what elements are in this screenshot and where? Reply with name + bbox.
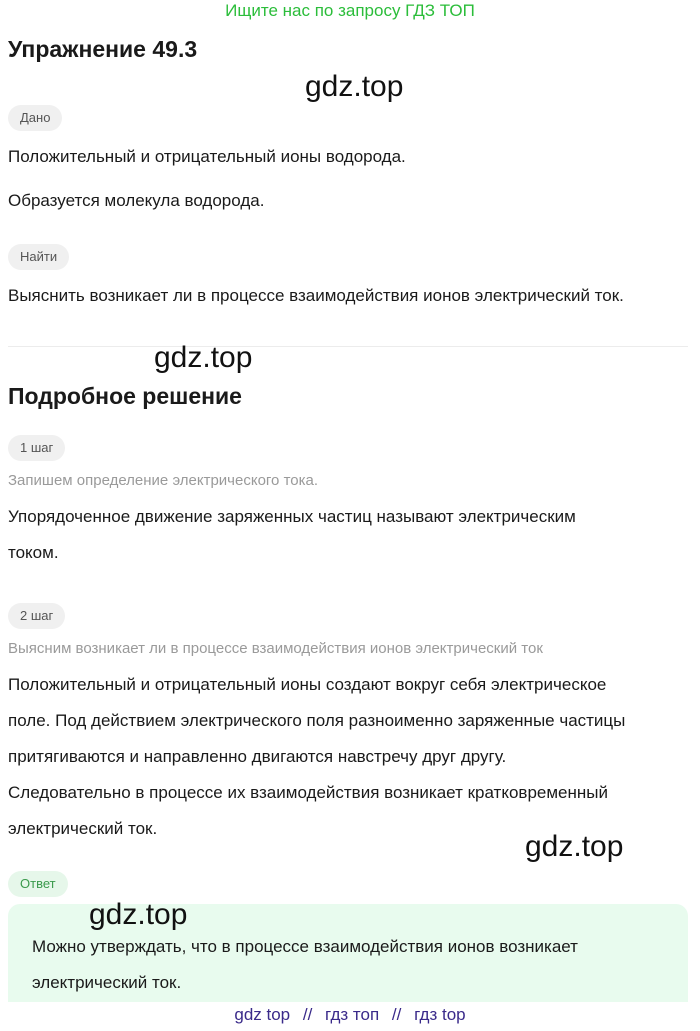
step-text: Положительный и отрицательный ионы создают вокруг себя электрическое bbox=[8, 675, 607, 694]
step-hint: Запишем определение электрического тока. bbox=[8, 472, 319, 489]
footer-link[interactable]: гдз top bbox=[414, 1005, 466, 1024]
find-line: Выяснить возникает ли в процессе взаимодействия ионов электрический ток. bbox=[8, 286, 624, 305]
answer-text: электрический ток. bbox=[32, 973, 182, 992]
step-text: Упорядоченное движение заряженных частиц называют электрическим bbox=[8, 507, 576, 526]
answer-text: Можно утверждать, что в процессе взаимодействия ионов возникает bbox=[32, 937, 578, 956]
given-badge: Дано bbox=[8, 105, 62, 131]
step-badge: 1 шаг bbox=[8, 435, 65, 461]
answer-badge: Ответ bbox=[8, 871, 68, 897]
search-banner: Ищите нас по запросу ГДЗ ТОП bbox=[225, 1, 475, 20]
footer-links bbox=[0, 1005, 700, 1025]
footer-separator: // bbox=[391, 1005, 402, 1024]
footer-link[interactable]: гдз топ bbox=[325, 1005, 380, 1024]
step-text: Следовательно в процессе их взаимодействия возникает кратковременный bbox=[8, 783, 608, 802]
section-divider bbox=[8, 346, 688, 347]
footer-link[interactable]: gdz top bbox=[234, 1005, 291, 1024]
step-hint: Выясним возникает ли в процессе взаимодействия ионов электрический ток bbox=[8, 640, 543, 657]
step-text: электрический ток. bbox=[8, 819, 158, 838]
step-text: поле. Под действием электрического поля разноименно заряженные частицы bbox=[8, 711, 626, 730]
solution-title: Подробное решение bbox=[8, 383, 242, 409]
given-line: Образуется молекула водорода. bbox=[8, 191, 265, 210]
watermark: gdz.top bbox=[154, 341, 253, 374]
find-badge: Найти bbox=[8, 244, 69, 270]
given-line: Положительный и отрицательный ионы водорода. bbox=[8, 147, 406, 166]
watermark: gdz.top bbox=[89, 898, 188, 931]
watermark: gdz.top bbox=[525, 830, 624, 863]
step-text: током. bbox=[8, 543, 59, 562]
watermark: gdz.top bbox=[305, 70, 404, 103]
step-badge: 2 шаг bbox=[8, 603, 65, 629]
footer-separator: // bbox=[302, 1005, 313, 1024]
exercise-title: Упражнение 49.3 bbox=[8, 36, 198, 62]
step-text: притягиваются и направленно двигаются навстречу друг другу. bbox=[8, 747, 507, 766]
